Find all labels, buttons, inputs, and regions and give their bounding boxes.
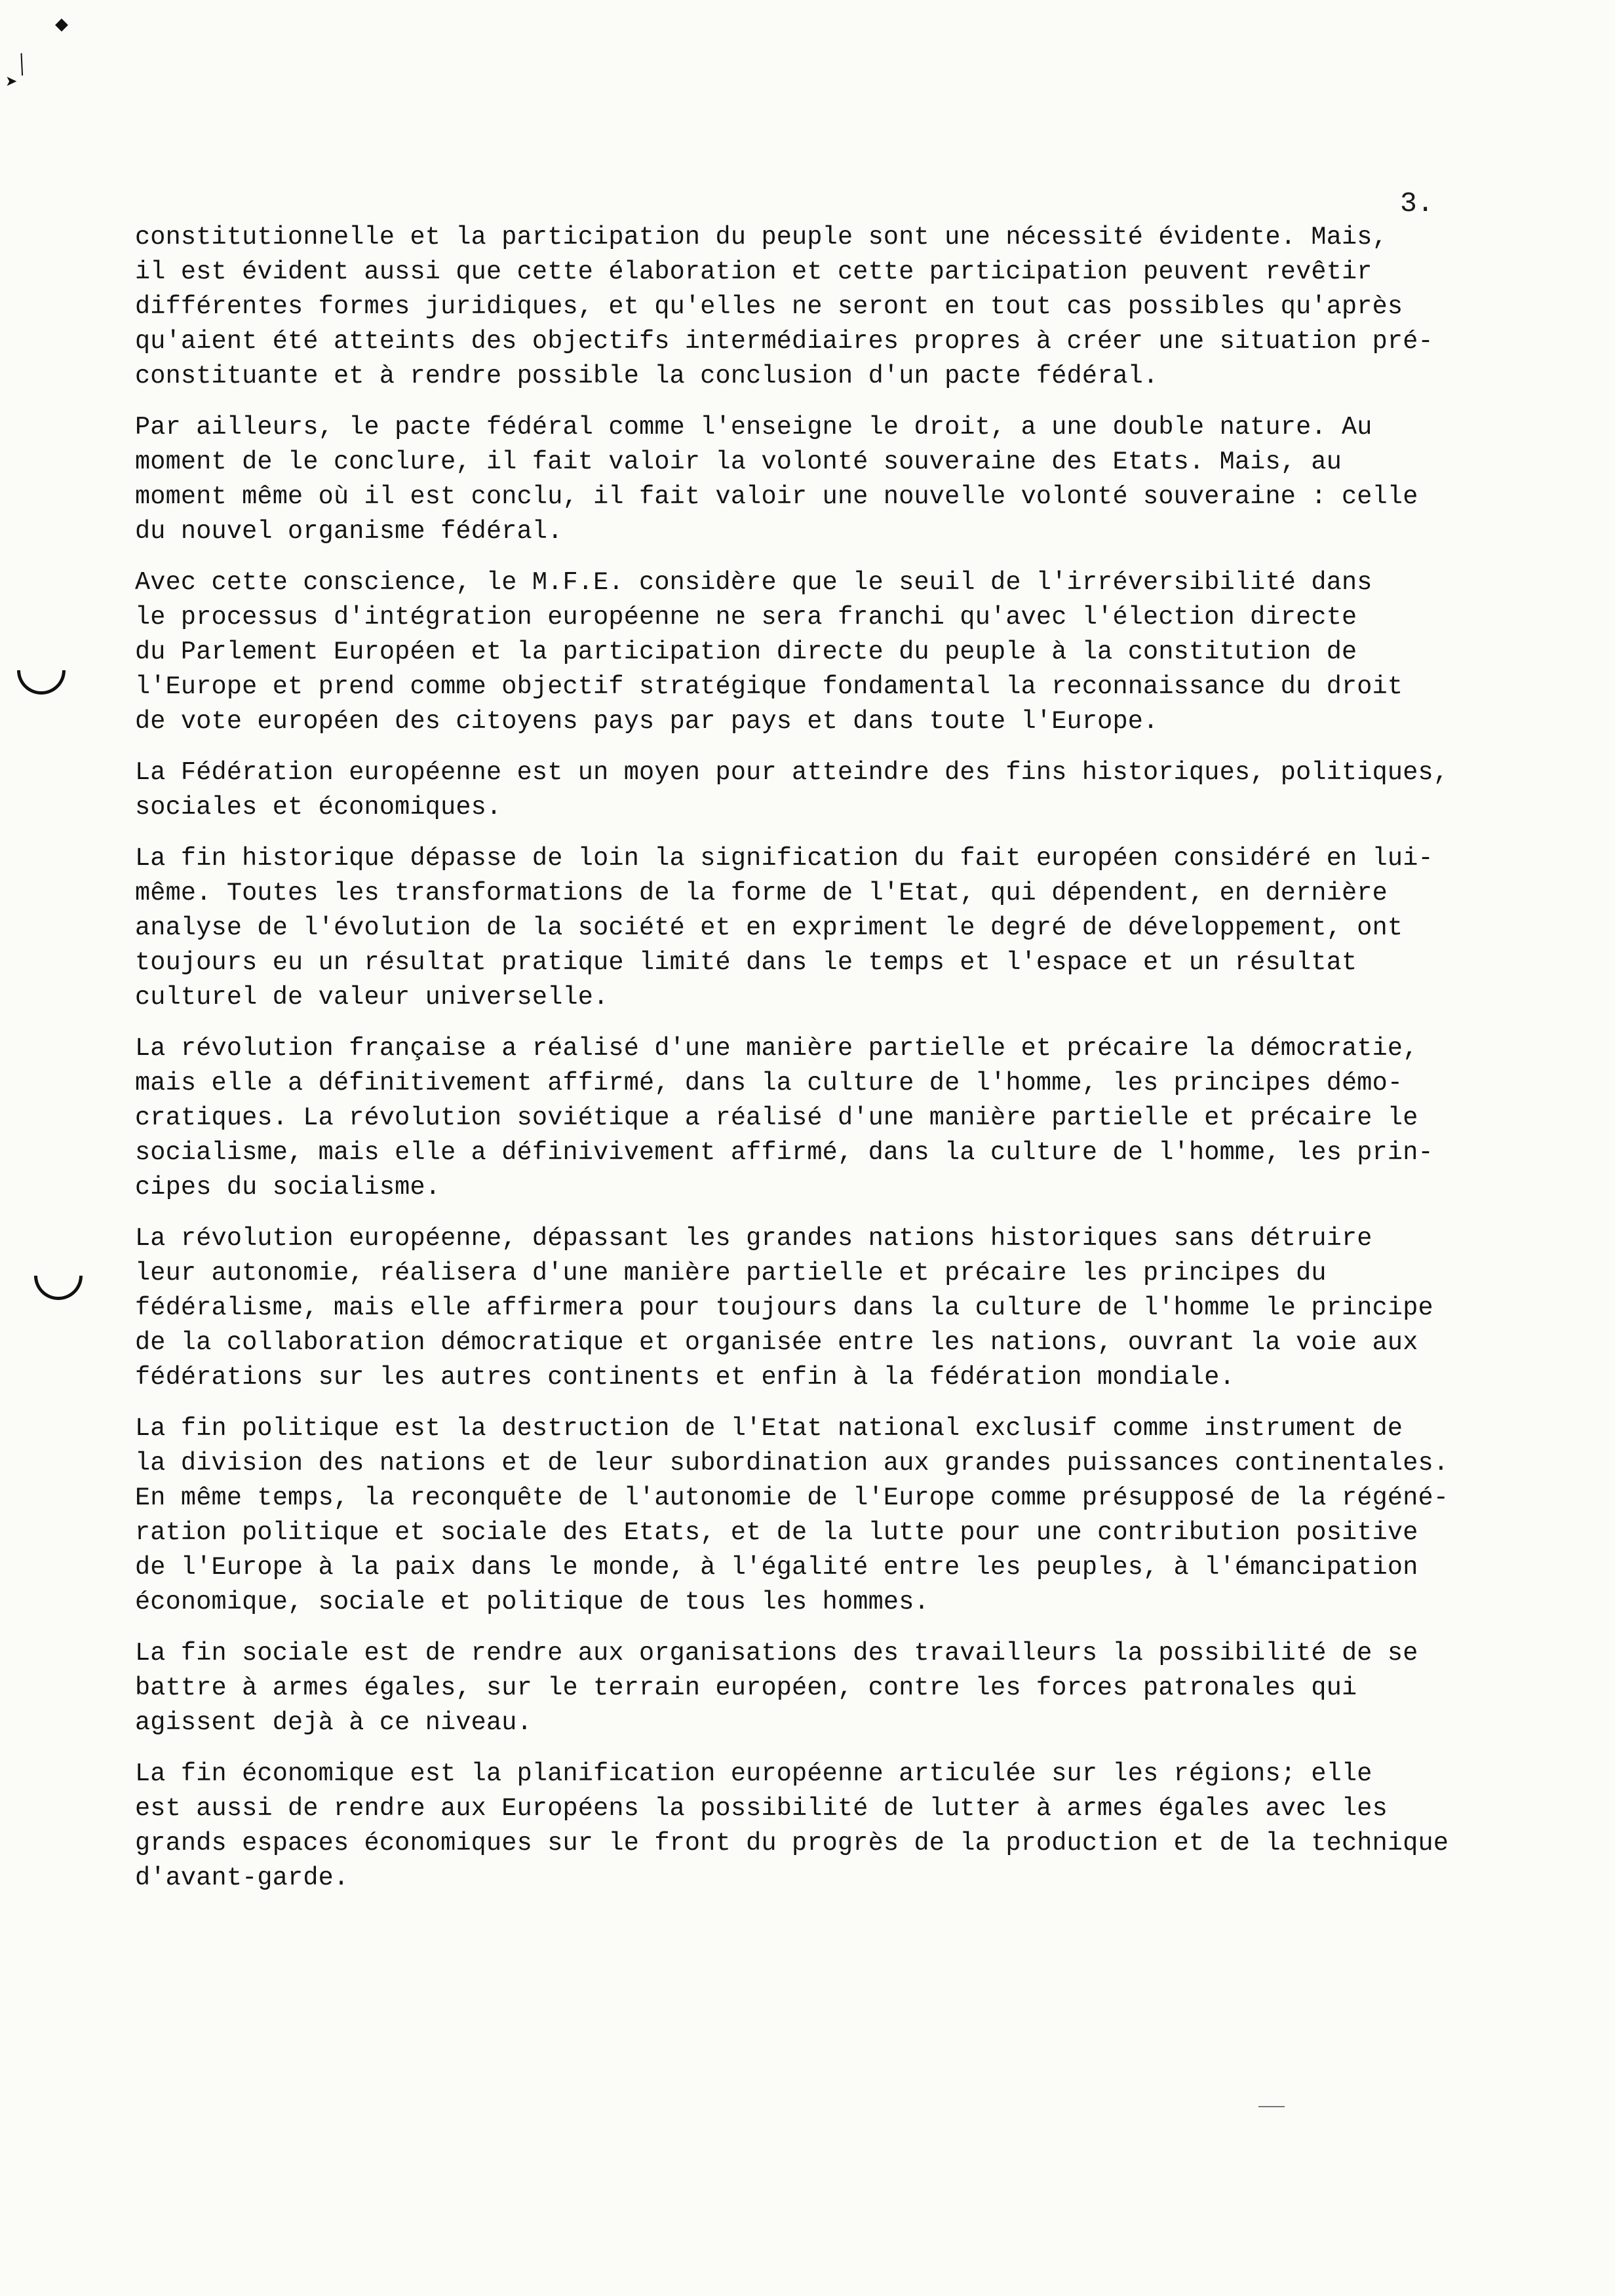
text-line: différentes formes juridiques, et qu'elles ne seront en tout cas possibles qu'après bbox=[135, 292, 1403, 321]
text-line: l'Europe et prend comme objectif stratégique fondamental la reconnaissance du droit bbox=[135, 672, 1403, 701]
text-line: cratiques. La révolution soviétique a réalisé d'une manière partielle et précaire le bbox=[135, 1103, 1418, 1132]
paragraph bbox=[135, 220, 1551, 394]
text-line: de l'Europe à la paix dans le monde, à l'égalité entre les peuples, à l'émancipation bbox=[135, 1553, 1418, 1582]
text-line: constitutionnelle et la participation du peuple sont une nécessité évidente. Mais, bbox=[135, 223, 1388, 252]
paragraph bbox=[135, 1636, 1551, 1740]
document-body bbox=[135, 220, 1551, 1912]
punch-hole-top-icon bbox=[7, 636, 76, 705]
text-line: mais elle a définitivement affirmé, dans la culture de l'homme, les principes démo- bbox=[135, 1069, 1403, 1098]
text-line: La révolution française a réalisé d'une manière partielle et précaire la démocratie, bbox=[135, 1034, 1418, 1063]
text-line: économique, sociale et politique de tous les hommes. bbox=[135, 1588, 929, 1617]
text-line: de la collaboration démocratique et organisée entre les nations, ouvrant la voie aux bbox=[135, 1328, 1418, 1357]
text-line: grands espaces économiques sur le front du progrès de la production et de la technique bbox=[135, 1829, 1449, 1858]
text-line: est aussi de rendre aux Européens la possibilité de lutter à armes égales avec les bbox=[135, 1794, 1388, 1823]
text-line: du Parlement Européen et la participation directe du peuple à la constitution de bbox=[135, 638, 1357, 666]
text-line: de vote européen des citoyens pays par pays et dans toute l'Europe. bbox=[135, 707, 1159, 736]
text-line: La Fédération européenne est un moyen pour atteindre des fins historiques, politiques, bbox=[135, 758, 1449, 787]
paragraph bbox=[135, 1031, 1551, 1205]
paragraph bbox=[135, 565, 1551, 739]
text-line: La révolution européenne, dépassant les grandes nations historiques sans détruire bbox=[135, 1224, 1372, 1253]
text-line: la division des nations et de leur subordination aux grandes puissances continentales. bbox=[135, 1449, 1449, 1478]
text-line: En même temps, la reconquête de l'autonomie de l'Europe comme présupposé de la régéné- bbox=[135, 1483, 1449, 1512]
text-line: agissent dejà à ce niveau. bbox=[135, 1708, 532, 1737]
text-line: socialisme, mais elle a définivivement affirmé, dans la culture de l'homme, les prin- bbox=[135, 1138, 1433, 1167]
paragraph bbox=[135, 410, 1551, 549]
text-line: ration politique et sociale des Etats, et de la lutte pour une contribution positive bbox=[135, 1518, 1418, 1547]
text-line: toujours eu un résultat pratique limité dans le temps et l'espace et un résultat bbox=[135, 948, 1357, 977]
text-line: constituante et à rendre possible la conclusion d'un pacte fédéral. bbox=[135, 362, 1159, 391]
text-line: d'avant-garde. bbox=[135, 1864, 349, 1892]
text-line: Par ailleurs, le pacte fédéral comme l'enseigne le droit, a une double nature. Au bbox=[135, 413, 1372, 442]
scan-speck-mark: ◆ bbox=[55, 14, 68, 34]
text-line: fédérations sur les autres continents et enfin à la fédération mondiale. bbox=[135, 1363, 1235, 1392]
text-line: La fin historique dépasse de loin la signification du fait européen considéré en lui- bbox=[135, 844, 1433, 873]
text-line: leur autonomie, réalisera d'une manière partielle et précaire les principes du bbox=[135, 1259, 1327, 1288]
punch-hole-bottom-icon bbox=[24, 1242, 93, 1311]
scan-arrow-mark: ➤ bbox=[5, 73, 18, 90]
scan-dash-mark bbox=[1258, 2106, 1285, 2107]
text-line: battre à armes égales, sur le terrain européen, contre les forces patronales qui bbox=[135, 1674, 1357, 1702]
text-line: La fin sociale est de rendre aux organisations des travailleurs la possibilité de se bbox=[135, 1639, 1418, 1668]
text-line: Avec cette conscience, le M.F.E. considère que le seuil de l'irréversibilité dans bbox=[135, 568, 1372, 597]
text-line: même. Toutes les transformations de la forme de l'Etat, qui dépendent, en dernière bbox=[135, 879, 1388, 908]
text-line: qu'aient été atteints des objectifs intermédiaires propres à créer une situation pré- bbox=[135, 327, 1433, 356]
paragraph bbox=[135, 841, 1551, 1015]
paragraph bbox=[135, 1221, 1551, 1395]
text-line: La fin économique est la planification européenne articulée sur les régions; elle bbox=[135, 1759, 1372, 1788]
text-line: culturel de valeur universelle. bbox=[135, 983, 609, 1012]
text-line: cipes du socialisme. bbox=[135, 1173, 441, 1202]
paragraph bbox=[135, 1411, 1551, 1620]
text-line: du nouvel organisme fédéral. bbox=[135, 517, 563, 546]
text-line: le processus d'intégration européenne ne sera franchi qu'avec l'élection directe bbox=[135, 603, 1357, 632]
text-line: il est évident aussi que cette élaboration et cette participation peuvent revêtir bbox=[135, 258, 1372, 286]
text-line: sociales et économiques. bbox=[135, 793, 502, 822]
text-line: fédéralisme, mais elle affirmera pour toujours dans la culture de l'homme le principe bbox=[135, 1293, 1433, 1322]
text-line: analyse de l'évolution de la société et en expriment le degré de développement, ont bbox=[135, 913, 1403, 942]
paragraph bbox=[135, 1757, 1551, 1896]
page-number: 3. bbox=[1400, 187, 1434, 220]
text-line: La fin politique est la destruction de l'Etat national exclusif comme instrument de bbox=[135, 1414, 1403, 1443]
text-line: moment de le conclure, il fait valoir la volonté souveraine des Etats. Mais, au bbox=[135, 448, 1342, 476]
text-line: moment même où il est conclu, il fait valoir une nouvelle volonté souveraine : celle bbox=[135, 482, 1418, 511]
scan-tick-mark: ╱ bbox=[12, 54, 32, 76]
paragraph bbox=[135, 756, 1551, 825]
